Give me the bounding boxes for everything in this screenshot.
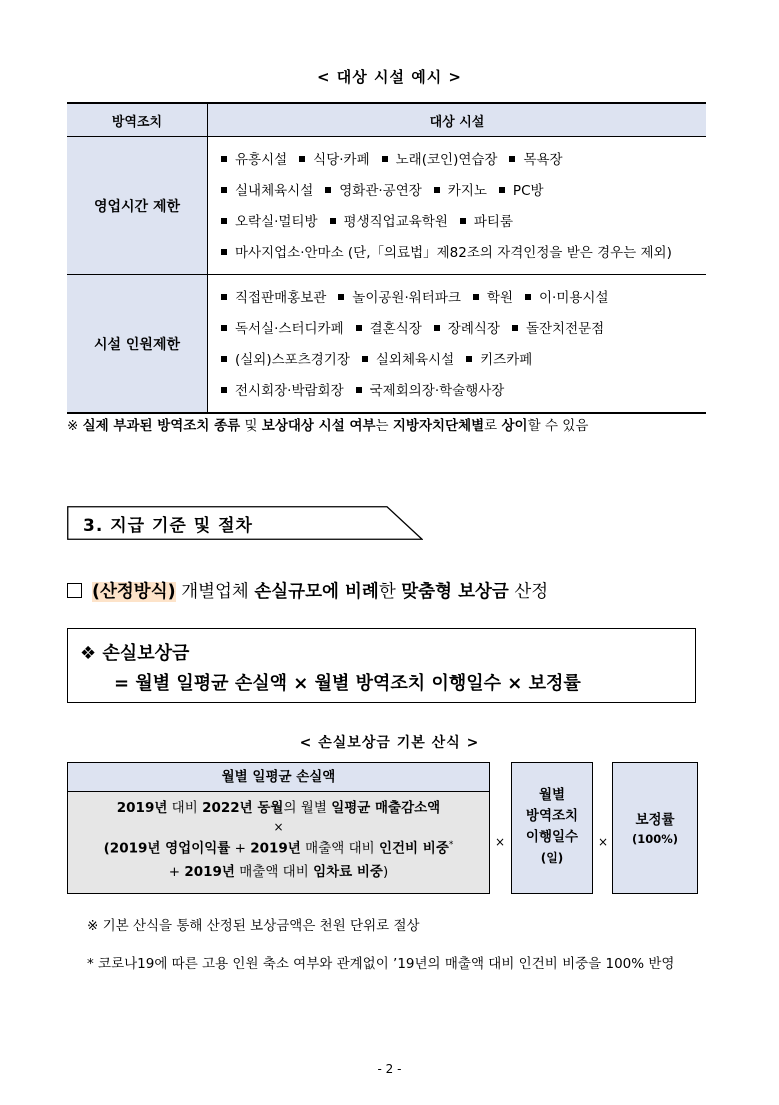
facility-line [221, 238, 705, 269]
facility-list [209, 276, 705, 411]
square-bullet-icon [460, 218, 466, 224]
facility-line [221, 145, 705, 176]
square-bullet-icon [221, 387, 227, 393]
square-bullet-icon [473, 294, 479, 300]
facility-line [221, 345, 705, 376]
facility-item: 평생직업교육학원 [343, 214, 448, 230]
facility-item: 오락실·멀티방 [235, 214, 318, 230]
square-bullet-icon [221, 294, 227, 300]
facilities-title: < 대상 시설 예시 > [317, 68, 462, 86]
square-bullet-icon [382, 156, 388, 162]
square-bullet-icon [434, 187, 440, 193]
facility-item: 카지노 [447, 183, 487, 199]
facility-item: 장례식장 [447, 321, 500, 337]
facility-item: 직접판매홍보관 [235, 290, 327, 306]
square-bullet-icon [221, 218, 227, 224]
square-bullet-icon [221, 249, 227, 255]
square-bullet-icon [525, 294, 531, 300]
square-bullet-icon [221, 156, 227, 162]
square-bullet-icon [466, 356, 472, 362]
facility-item: 실외체육시설 [375, 352, 455, 368]
facility-item: 독서실·스터디카페 [235, 321, 344, 337]
square-bullet-icon [221, 187, 227, 193]
multiply-sign: × [495, 835, 506, 849]
facility-item: 전시회장·박람회장 [235, 383, 344, 399]
facility-item: (실외)스포츠경기장 [235, 352, 350, 368]
multiply-sign: × [273, 820, 284, 834]
square-bullet-icon [338, 294, 344, 300]
header-measure: 방역조치 [67, 103, 208, 137]
square-bullet-icon [299, 156, 305, 162]
square-bullet-icon [434, 325, 440, 331]
facility-item: 놀이공원·워터파크 [352, 290, 461, 306]
facility-item: 학원 [486, 290, 514, 306]
correction-rate-box: 보정률 (100%) [612, 762, 698, 894]
labor-cost-footnote: * 코로나19에 따른 고용 인원 축소 여부와 관계없이 ’19년의 매출액 대비 인건비 비중을 100% 반영 [87, 956, 675, 972]
diamond-bullet-icon: ❖ [80, 643, 97, 664]
daily-loss-line-4: + 2019년 매출액 대비 임차료 비중) [168, 863, 389, 880]
daily-loss-box [67, 762, 490, 894]
square-bullet-icon [356, 325, 362, 331]
multiply-sign: × [598, 835, 609, 849]
facility-item: 결혼식장 [369, 321, 422, 337]
calculation-method: (산정방식) 개별업체 손실규모에 비례한 맞춤형 보상금 산정 [67, 578, 548, 603]
method-tag: (산정방식) [92, 582, 176, 602]
square-bullet-icon [356, 387, 362, 393]
measure-cell: 시설 인원제한 [67, 275, 208, 414]
page-number: - 2 - [377, 1062, 402, 1076]
facility-line [221, 283, 705, 314]
daily-loss-line-1: 2019년 대비 2022년 동월의 월별 일평균 매출감소액 [116, 800, 441, 816]
section-heading [67, 506, 423, 540]
square-bullet-icon [362, 356, 368, 362]
formula-box [67, 628, 696, 703]
days-box: 월별 방역조치 이행일수 (일) [511, 762, 593, 894]
square-bullet-icon [512, 325, 518, 331]
facility-line [221, 314, 705, 345]
formula-title: ❖ 손실보상금 [80, 643, 190, 664]
table-row [67, 275, 706, 414]
facility-item: 영화관·공연장 [339, 183, 422, 199]
formula-expression: = 월별 일평균 손실액 × 월별 방역조치 이행일수 × 보정률 [114, 673, 581, 694]
facility-item: 키즈카페 [480, 352, 533, 368]
facility-item: 돌잔치전문점 [525, 321, 605, 337]
facility-item: 노래(코인)연습장 [395, 152, 498, 168]
facilities-table [67, 102, 706, 414]
basic-formula-title: < 손실보상금 기본 산식 > [299, 735, 480, 751]
rounding-note: ※ 기본 산식을 통해 산정된 보상금액은 천원 단위로 절상 [87, 918, 420, 934]
measure-cell: 영업시간 제한 [67, 137, 208, 275]
facility-item: PC방 [512, 183, 544, 199]
square-bullet-icon [509, 156, 515, 162]
facility-list [209, 138, 705, 273]
facility-line [221, 207, 705, 238]
checkbox-icon [67, 583, 82, 598]
table-row [67, 137, 706, 275]
facility-item: 파티룸 [473, 214, 513, 230]
section-heading-text: 3. 지급 기준 및 절차 [83, 516, 253, 536]
facility-item: 식당·카페 [313, 152, 370, 168]
facility-item: 국제회의장·학술행사장 [369, 383, 505, 399]
facility-item: 유흥시설 [235, 152, 288, 168]
facility-line [221, 376, 705, 407]
note-regional: ※ 실제 부과된 방역조치 종류 및 보상대상 시설 여부는 지방자치단체별로 상이할 수 있음 [67, 418, 589, 434]
facility-item: 마사지업소·안마소 (단,「의료법」제82조의 자격인정을 받은 경우는 제외) [235, 245, 672, 261]
table-header-row [67, 103, 706, 137]
facility-line [221, 176, 705, 207]
daily-loss-body [68, 797, 489, 884]
header-facilities: 대상 시설 [208, 103, 707, 137]
facility-item: 목욕장 [523, 152, 563, 168]
facility-item: 이·미용시설 [539, 290, 609, 306]
square-bullet-icon [221, 325, 227, 331]
square-bullet-icon [325, 187, 331, 193]
square-bullet-icon [499, 187, 505, 193]
daily-loss-header: 월별 일평균 손실액 [68, 763, 489, 792]
daily-loss-line-3: (2019년 영업이익률 + 2019년 매출액 대비 인건비 비중* [103, 840, 454, 857]
square-bullet-icon [221, 356, 227, 362]
facility-item: 실내체육시설 [235, 183, 314, 199]
square-bullet-icon [330, 218, 336, 224]
